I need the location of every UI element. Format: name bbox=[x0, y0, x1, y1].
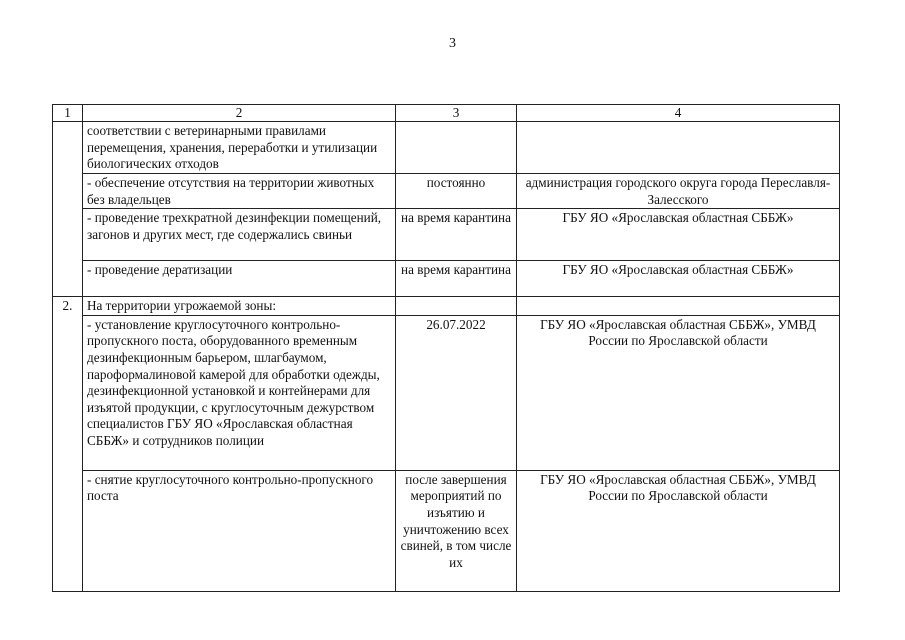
measure-cell: соответствии с ветеринарными правилами перемещения, хранения, переработки и утилизации биологических отходов bbox=[83, 122, 396, 174]
table-row bbox=[53, 122, 840, 174]
section-title-cell: На территории угрожаемой зоны: bbox=[83, 297, 396, 316]
responsible-cell: ГБУ ЯО «Ярославская областная СББЖ» bbox=[517, 209, 840, 261]
column-header: 2 bbox=[83, 105, 396, 122]
table-row bbox=[53, 261, 840, 297]
column-header: 3 bbox=[396, 105, 517, 122]
deadline-cell: 26.07.2022 bbox=[396, 315, 517, 470]
column-header: 1 bbox=[53, 105, 83, 122]
page-number: 3 bbox=[449, 36, 456, 51]
responsible-cell: ГБУ ЯО «Ярославская областная СББЖ» bbox=[517, 261, 840, 297]
deadline-cell: после завершения мероприятий по изъятию и уничтожению всех свиней, в том числе их bbox=[396, 470, 517, 591]
responsible-cell: ГБУ ЯО «Ярославская областная СББЖ», УМВД России по Ярославской области bbox=[517, 315, 840, 470]
measures-table bbox=[52, 104, 840, 592]
deadline-cell: на время карантина bbox=[396, 209, 517, 261]
table-row bbox=[53, 470, 840, 591]
measure-cell: - обеспечение отсутствия на территории животных без владельцев bbox=[83, 174, 396, 209]
measure-cell: - проведение дератизации bbox=[83, 261, 396, 297]
responsible-cell: администрация городского округа города Переславля-Залесского bbox=[517, 174, 840, 209]
row-number bbox=[53, 122, 83, 297]
table-row bbox=[53, 209, 840, 261]
responsible-cell: ГБУ ЯО «Ярославская областная СББЖ», УМВД России по Ярославской области bbox=[517, 470, 840, 591]
measure-cell: - снятие круглосуточного контрольно-пропускного поста bbox=[83, 470, 396, 591]
column-header: 4 bbox=[517, 105, 840, 122]
deadline-cell: на время карантина bbox=[396, 261, 517, 297]
table-row bbox=[53, 174, 840, 209]
row-number: 2. bbox=[53, 297, 83, 592]
table-row bbox=[53, 297, 840, 316]
measure-cell: - установление круглосуточного контрольно-пропускного поста, оборудованного временным дезинфекционным барьером, шлагбаумом, пароформалиновой камерой для обработки одежды, дезинфекционной установкой и контейнерами для изъятой продукции, с круглосуточным дежурством специалистов ГБУ ЯО «Ярославская областная СББЖ» и сотрудников полиции bbox=[83, 315, 396, 470]
responsible-cell bbox=[517, 297, 840, 316]
measure-cell: - проведение трехкратной дезинфекции помещений, загонов и других мест, где содержались свиньи bbox=[83, 209, 396, 261]
table-header-row bbox=[53, 105, 840, 122]
deadline-cell: постоянно bbox=[396, 174, 517, 209]
responsible-cell bbox=[517, 122, 840, 174]
deadline-cell bbox=[396, 122, 517, 174]
table-row bbox=[53, 315, 840, 470]
deadline-cell bbox=[396, 297, 517, 316]
